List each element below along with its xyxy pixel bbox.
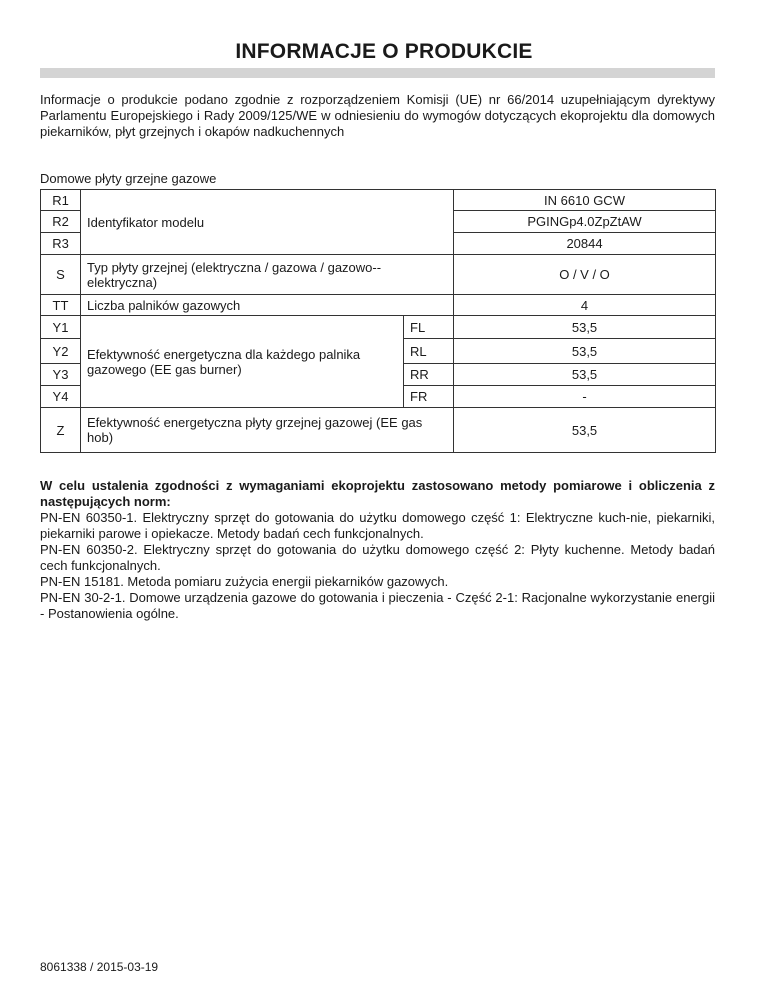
row-code: S bbox=[41, 255, 81, 295]
burner-label: Efektywność energetyczna dla każdego palnika gazowego (EE gas burner) bbox=[81, 316, 404, 408]
row-code: Y1 bbox=[41, 316, 81, 339]
page-title: INFORMACJE O PRODUKCIE bbox=[235, 40, 533, 63]
norms-section bbox=[40, 478, 715, 622]
row-value: O / V / O bbox=[454, 255, 716, 295]
row-code: R1 bbox=[41, 190, 81, 211]
table-row bbox=[41, 190, 716, 211]
row-code: Y4 bbox=[41, 386, 81, 408]
table-row bbox=[41, 316, 716, 339]
row-value: 53,5 bbox=[454, 364, 716, 386]
row-code: Y2 bbox=[41, 339, 81, 364]
row-code: TT bbox=[41, 295, 81, 316]
row-code: R2 bbox=[41, 211, 81, 233]
row-value: 53,5 bbox=[454, 408, 716, 453]
title-underline-bar bbox=[40, 68, 715, 78]
row-value: 53,5 bbox=[454, 316, 716, 339]
row-label: Typ płyty grzejnej (elektryczna / gazowa / gazowo--elektryczna) bbox=[81, 255, 454, 295]
burner-position: FL bbox=[404, 316, 454, 339]
row-value: IN 6610 GCW bbox=[454, 190, 716, 211]
row-code: Z bbox=[41, 408, 81, 453]
table-row bbox=[41, 295, 716, 316]
row-value: 20844 bbox=[454, 233, 716, 255]
norm-item: PN-EN 30-2-1. Domowe urządzenia gazowe do gotowania i pieczenia - Część 2-1: Racjonalne wykorzystanie energii - Postanowienia ogólne. bbox=[40, 590, 715, 621]
row-code: Y3 bbox=[41, 364, 81, 386]
burner-position: FR bbox=[404, 386, 454, 408]
table-row bbox=[41, 408, 716, 453]
row-value: 4 bbox=[454, 295, 716, 316]
document-footer: 8061338 / 2015-03-19 bbox=[40, 960, 159, 974]
norm-item: PN-EN 60350-1. Elektryczny sprzęt do gotowania do użytku domowego część 1: Elektryczne kuch-nie, piekarniki, piekarniki parowe i opiekacze. Metody badań cech funkcjonalnych. bbox=[40, 510, 715, 541]
burner-position: RR bbox=[404, 364, 454, 386]
row-value: PGINGp4.0ZpZtAW bbox=[454, 211, 716, 233]
table-row bbox=[41, 255, 716, 295]
row-label: Efektywność energetyczna płyty grzejnej gazowej (EE gas hob) bbox=[81, 408, 454, 453]
table-caption: Domowe płyty grzejne gazowe bbox=[40, 171, 217, 186]
norm-item: PN-EN 15181. Metoda pomiaru zużycia energii piekarników gazowych. bbox=[40, 574, 449, 589]
norms-heading: W celu ustalenia zgodności z wymaganiami ekoprojektu zastosowano metody pomiarowe i obliczenia z następujących norm: bbox=[40, 478, 715, 509]
row-value: 53,5 bbox=[454, 339, 716, 364]
row-label: Liczba palników gazowych bbox=[81, 295, 454, 316]
intro-paragraph: Informacje o produkcie podano zgodnie z rozporządzeniem Komisji (UE) nr 66/2014 uzupełniającym dyrektywy Parlamentu Europejskiego i Rady 2009/125/WE w odniesieniu do wymogów dotyczących ekoprojektu dla domowych piekarników, płyt grzejnych i okapów nadkuchennych bbox=[40, 92, 715, 139]
row-code: R3 bbox=[41, 233, 81, 255]
burner-position: RL bbox=[404, 339, 454, 364]
model-label: Identyfikator modelu bbox=[81, 190, 454, 255]
product-info-table bbox=[40, 189, 716, 453]
norm-item: PN-EN 60350-2. Elektryczny sprzęt do gotowania do użytku domowego część 2: Płyty kuchenne. Metody badań cech funkcjonalnych. bbox=[40, 542, 715, 573]
row-value: - bbox=[454, 386, 716, 408]
